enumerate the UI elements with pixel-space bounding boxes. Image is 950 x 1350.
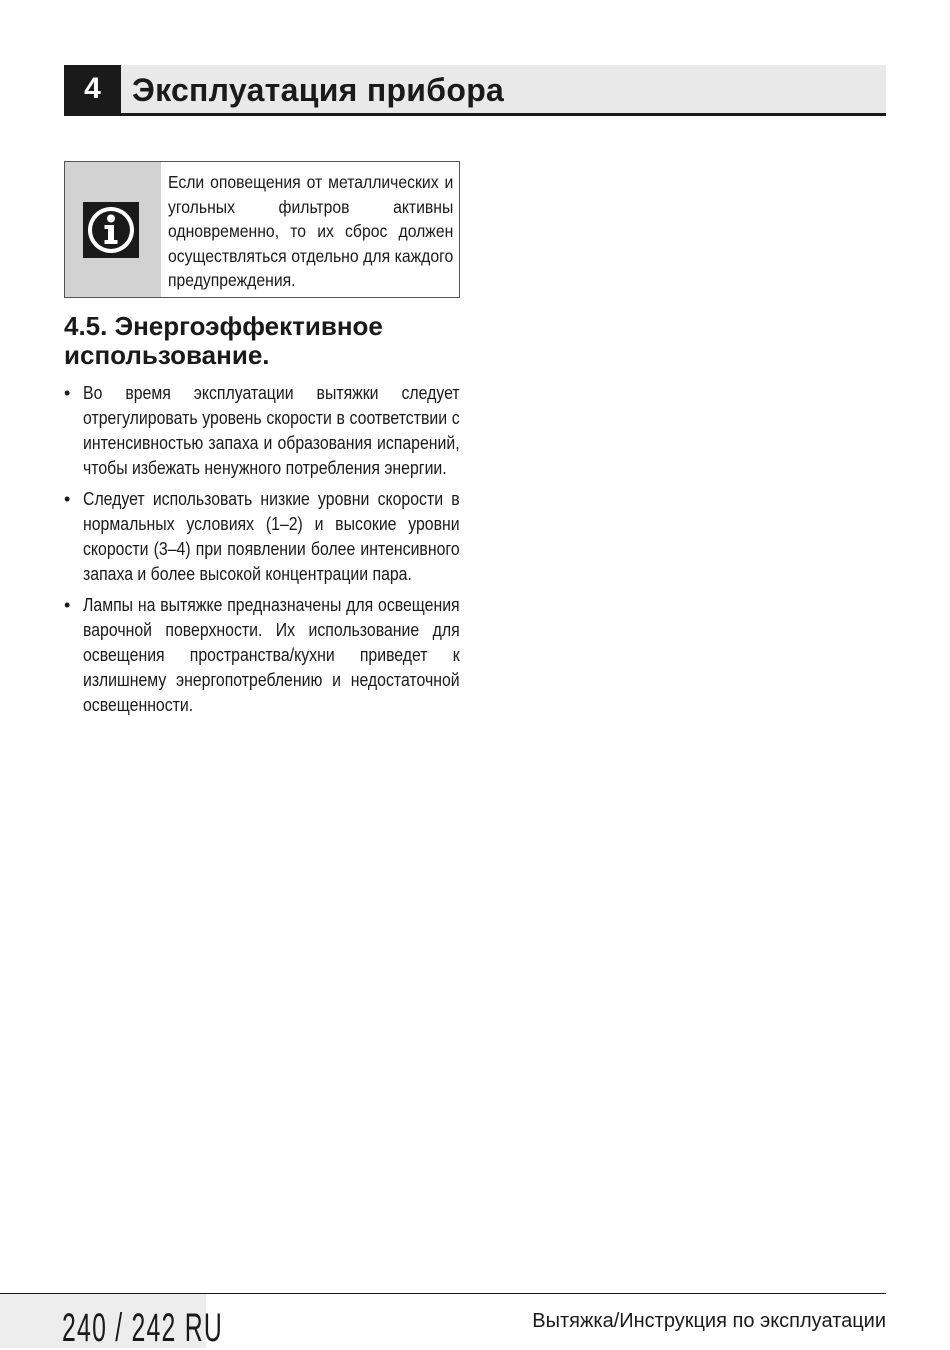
list-item	[64, 487, 460, 587]
info-icon	[83, 202, 139, 258]
bullet-list	[64, 381, 460, 724]
list-item-text: Следует использовать низкие уровни скорости в нормальных условиях (1–2) и высокие уровни скорости (3–4) при появлении более интенсивного запаха и более высокой концентрации пара.	[83, 489, 460, 584]
list-item	[64, 381, 460, 481]
section-heading-line2: использование.	[64, 340, 270, 370]
note-icon-cell	[65, 162, 161, 297]
list-item	[64, 593, 460, 718]
info-note	[64, 161, 460, 298]
footer-title: Вытяжка/Инструкция по эксплуатации	[532, 1310, 886, 1332]
list-item-text: Во время эксплуатации вытяжки следует отрегулировать уровень скорости в соответствии с интенсивностью запаха и образования испарений, чтобы избежать ненужного потребления энергии.	[83, 383, 460, 478]
chapter-title: Эксплуатация прибора	[132, 72, 505, 108]
list-item-text: Лампы на вытяжке предназначены для освещения варочной поверхности. Их использование для освещения пространства/кухни приведет к излишнему энергопотреблению и недостаточной освещенности.	[83, 595, 460, 715]
page-number: 240 / 242 RU	[62, 1306, 224, 1350]
section-heading	[64, 312, 464, 370]
note-text: Если оповещения от металлических и угольных фильтров активны одновременно, то их сброс должен осуществляться отдельно для каждого предупреждения.	[168, 172, 454, 291]
chapter-header	[64, 65, 886, 116]
bullet-dot: •	[64, 489, 71, 509]
bullet-dot: •	[64, 383, 71, 403]
section-heading-line1: 4.5. Энергоэффективное	[64, 311, 383, 341]
bullet-dot: •	[64, 595, 71, 615]
chapter-number: 4	[64, 65, 121, 113]
